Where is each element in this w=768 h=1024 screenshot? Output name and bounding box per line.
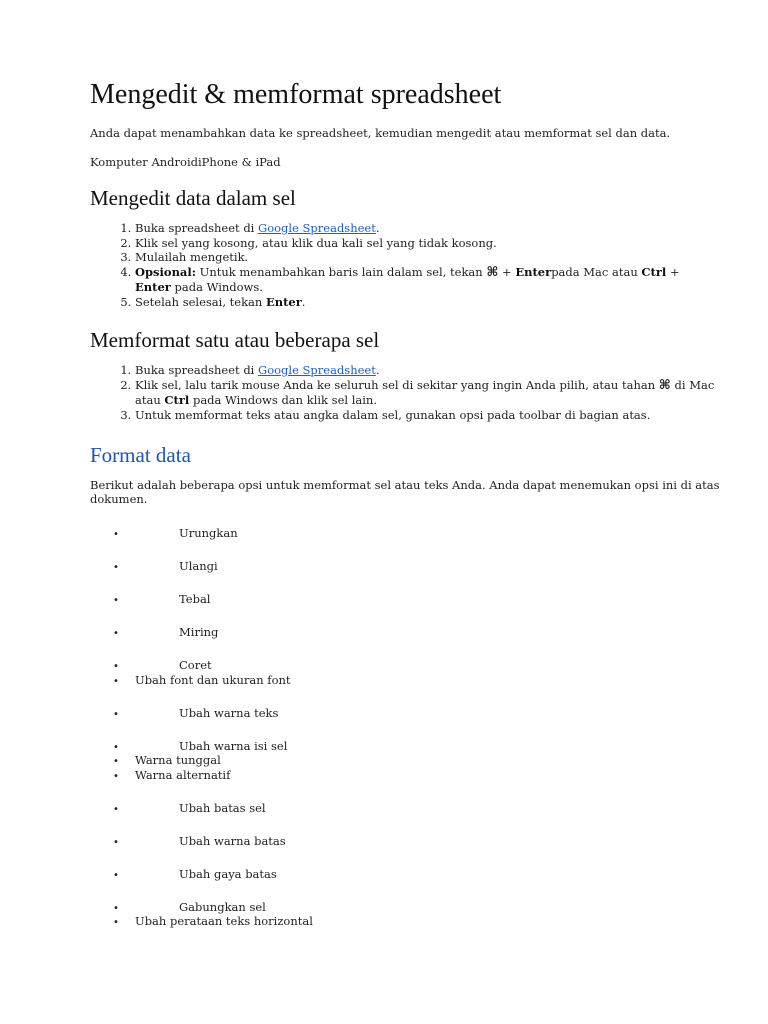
list-item: • Ubah gaya batas — [90, 867, 720, 882]
section-heading-format-cells: Memformat satu atau beberapa sel — [90, 328, 380, 352]
list-item: • Warna tunggal — [90, 753, 720, 768]
document-page — [90, 78, 720, 929]
bullet: • — [113, 902, 119, 914]
bullet: • — [113, 628, 119, 639]
list-item: • Gabungkan sel — [90, 900, 720, 915]
google-spreadsheet-link[interactable]: Google Spreadsheet — [258, 221, 376, 235]
format-steps-list — [90, 363, 720, 422]
list-item: 1. Buka spreadsheet di Google Spreadsheet. — [135, 221, 720, 236]
bullet: • — [113, 562, 119, 573]
list-item: • Ubah warna batas — [90, 834, 720, 849]
list-item: • Urungkan — [90, 526, 720, 541]
platform-tabs-text: Komputer AndroidiPhone & iPad — [90, 155, 281, 169]
bullet: • — [113, 675, 119, 687]
list-item: 2. Klik sel yang kosong, atau klik dua kali sel yang tidak kosong. — [135, 236, 720, 251]
bullet: • — [113, 595, 119, 606]
format-options-list — [90, 526, 720, 929]
list-item: • Warna alternatif — [90, 768, 720, 783]
bullet: • — [113, 803, 119, 815]
bullet: • — [113, 661, 119, 672]
list-item: • Miring — [90, 625, 720, 640]
page-title: Mengedit & memformat spreadsheet — [90, 79, 502, 110]
section-heading-edit: Mengedit data dalam sel — [90, 186, 296, 210]
bullet: • — [113, 529, 119, 540]
list-item: • Tebal — [90, 592, 720, 607]
list-item: 4. Opsional: Untuk menambahkan baris lain dalam sel, tekan ⌘ + Enterpada Mac atau Ctrl + Enter pada Windows. — [135, 265, 720, 295]
edit-steps-list — [90, 221, 720, 309]
bullet: • — [113, 770, 119, 782]
section-heading-format-data: Format data — [90, 443, 191, 467]
command-key-icon: ⌘ — [658, 377, 671, 393]
bullet: • — [113, 917, 119, 928]
bullet: • — [113, 836, 119, 848]
list-item: • Ubah perataan teks horizontal — [90, 914, 720, 929]
bullet: • — [113, 741, 119, 753]
list-item: 5. Setelah selesai, tekan Enter. — [135, 295, 720, 310]
list-item: 3. Mulailah mengetik. — [135, 250, 720, 265]
list-item: 3. Untuk memformat teks atau angka dalam sel, gunakan opsi pada toolbar di bagian atas. — [135, 408, 720, 423]
bullet: • — [113, 708, 119, 720]
list-item: • Ubah warna teks — [90, 706, 720, 721]
list-item: 1. Buka spreadsheet di Google Spreadsheet. — [135, 363, 720, 378]
list-item: • Ubah font dan ukuran font — [90, 673, 720, 688]
bullet: • — [113, 869, 119, 881]
list-item: • Ubah batas sel — [90, 801, 720, 816]
intro-paragraph: Anda dapat menambahkan data ke spreadsheet, kemudian mengedit atau memformat sel dan data. — [90, 126, 671, 140]
google-spreadsheet-link[interactable]: Google Spreadsheet — [258, 363, 376, 377]
list-item: • Coret — [90, 658, 720, 673]
command-key-icon: ⌘ — [486, 264, 499, 280]
list-item: • Ubah warna isi sel — [90, 739, 720, 754]
format-data-intro: Berikut adalah beberapa opsi untuk memformat sel atau teks Anda. Anda dapat menemukan opsi ini di atas dokumen. — [90, 478, 720, 506]
bullet: • — [113, 756, 119, 767]
list-item: • Ulangi — [90, 559, 720, 574]
list-item: 2. Klik sel, lalu tarik mouse Anda ke seluruh sel di sekitar yang ingin Anda pilih, atau tahan ⌘ di Mac atau Ctrl pada Windows dan klik sel lain. — [135, 378, 720, 408]
